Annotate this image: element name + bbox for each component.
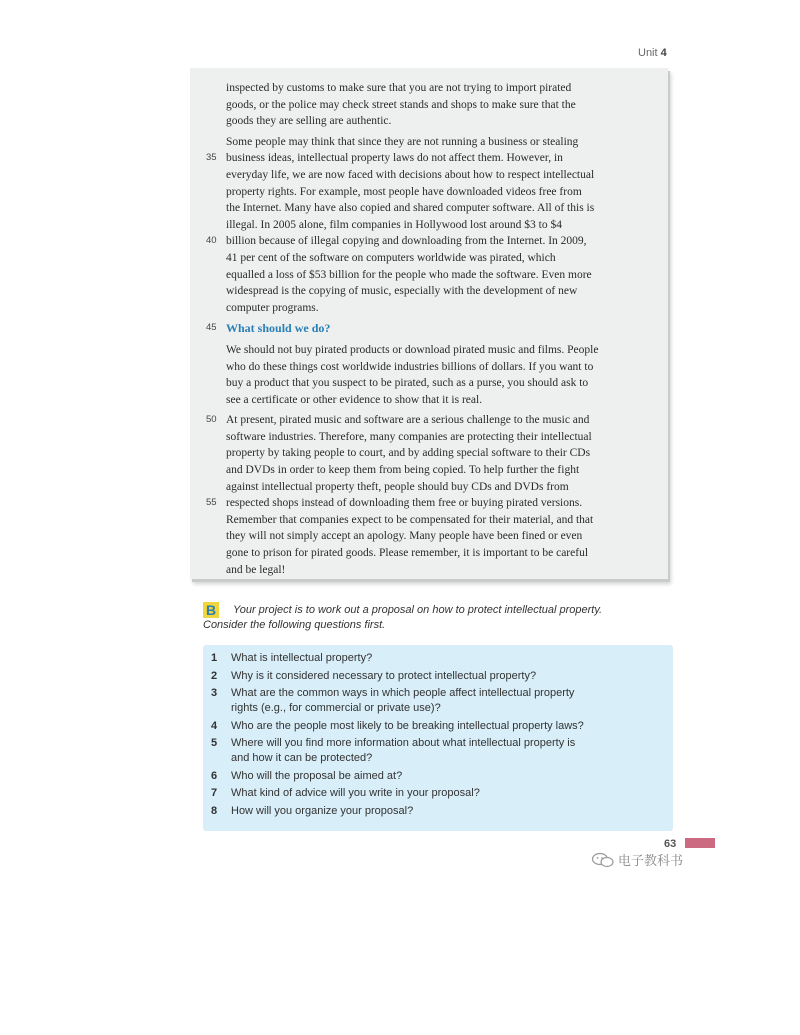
line-text: the Internet. Many have also copied and shared computer software. All of this is: [226, 202, 595, 215]
line-number: 40: [206, 235, 217, 247]
paragraph-line: [226, 375, 651, 392]
paragraph-line: [226, 267, 651, 284]
line-text: widespread is the copying of music, especially with the development of new: [226, 285, 578, 298]
question-number: 7: [211, 787, 218, 799]
line-text: business ideas, intellectual property laws do not affect them. However, in: [226, 152, 563, 165]
task-b-instructions: [203, 602, 673, 633]
watermark: [591, 850, 683, 869]
line-text: computer programs.: [226, 301, 319, 314]
line-text: buy a product that you suspect to be pirated, such as a purse, you should ask to: [226, 377, 589, 390]
question-text: What are the common ways in which people affect intellectual property: [231, 687, 575, 699]
section-heading-text: What should we do?: [226, 321, 331, 336]
unit-label-text: Unit: [638, 47, 658, 59]
line-text: inspected by customs to make sure that you are not trying to import pirated: [226, 82, 572, 94]
reading-passage-box: [190, 68, 668, 579]
paragraph-line: [226, 562, 651, 579]
task-b-line-1: Your project is to work out a proposal on how to protect intellectual property.: [233, 604, 603, 616]
question-item: [211, 686, 663, 716]
section-heading: [206, 320, 651, 337]
question-number: 8: [211, 804, 218, 817]
question-text: Who are the people most likely to be breaking intellectual property laws?: [231, 719, 584, 732]
unit-number: 4: [660, 47, 667, 59]
question-number: 1: [211, 652, 218, 664]
question-text: How will you organize your proposal?: [231, 804, 414, 817]
question-text: What kind of advice will you write in your proposal?: [231, 787, 480, 799]
paragraph-line: [226, 429, 651, 446]
paragraph-line: [226, 342, 651, 359]
question-item: [211, 804, 663, 819]
paragraph: [206, 134, 651, 317]
paragraph-line: [206, 150, 651, 167]
paragraph: [206, 412, 651, 578]
page-number: 63: [664, 838, 677, 850]
question-text: Why is it considered necessary to protect intellectual property?: [231, 669, 537, 682]
question-text: rights (e.g., for commercial or private use)?: [231, 702, 441, 714]
line-text: illegal. In 2005 alone, film companies in Hollywood lost around $3 to $4: [226, 218, 563, 231]
paragraph-line: [206, 495, 651, 512]
line-text: billion because of illegal copying and downloading from the Internet. In 2009,: [226, 235, 587, 248]
question-number: 5: [211, 737, 218, 749]
question-number: 4: [211, 719, 218, 732]
paragraph-line: [226, 528, 651, 545]
line-text: they will not simply accept an apology. Many people have been fined or even: [226, 530, 583, 543]
line-text: property rights. For example, most people have downloaded videos free from: [226, 185, 582, 198]
question-item: [211, 719, 663, 734]
line-text: who do these things cost worldwide industries billions of dollars. If you want to: [226, 360, 594, 373]
wechat-icon: [591, 852, 615, 868]
line-number: 35: [206, 152, 217, 164]
paragraph-line: [226, 479, 651, 496]
paragraph-line: [226, 200, 651, 217]
question-text: Where will you find more information about what intellectual property is: [231, 737, 576, 749]
question-text: Who will the proposal be aimed at?: [231, 769, 403, 782]
question-item: [211, 769, 663, 784]
line-text: Remember that companies expect to be compensated for their material, and that: [226, 513, 594, 526]
paragraph: [226, 342, 651, 408]
paragraph-line: [226, 545, 651, 562]
task-b-badge: B: [203, 602, 219, 618]
task-b-line-2: Consider the following questions first.: [203, 619, 386, 631]
paragraph: [226, 80, 651, 130]
line-text: software industries. Therefore, many companies are protecting their intellectual: [226, 430, 592, 443]
question-item: [211, 651, 663, 666]
line-text: respected shops instead of downloading them free or buying pirated versions.: [226, 497, 583, 510]
question-number: 6: [211, 769, 218, 782]
paragraph-line: [226, 80, 651, 97]
paragraph-line: [226, 167, 651, 184]
paragraph-line: [206, 412, 651, 429]
question-number: 2: [211, 669, 218, 682]
line-text: everyday life, we are now faced with decisions about how to respect intellectual: [226, 168, 595, 181]
line-text: see a certificate or other evidence to show that it is real.: [226, 393, 483, 406]
unit-label: [638, 47, 667, 59]
line-text: Some people may think that since they are not running a business or stealing: [226, 135, 579, 148]
question-text: What is intellectual property?: [231, 652, 373, 664]
watermark-text: 电子教科书: [618, 854, 684, 869]
page-number-bar: [685, 838, 715, 848]
paragraph-line: [226, 184, 651, 201]
line-text: We should not buy pirated products or download pirated music and films. People: [226, 343, 599, 356]
line-number: 55: [206, 497, 217, 509]
question-item: [211, 669, 663, 684]
line-text: goods, or the police may check street stands and shops to make sure that the: [226, 98, 576, 111]
paragraph-line: [226, 512, 651, 529]
paragraph-line: [226, 300, 651, 317]
line-text: goods they are selling are authentic.: [226, 115, 392, 128]
question-number: 3: [211, 687, 218, 699]
line-text: gone to prison for pirated goods. Please remember, it is important to be careful: [226, 547, 589, 560]
paragraph-line: [226, 359, 651, 376]
paragraph-line: [206, 233, 651, 250]
paragraph-line: [226, 217, 651, 234]
paragraph-line: [226, 392, 651, 409]
line-text: At present, pirated music and software are a serious challenge to the music and: [226, 414, 590, 427]
line-text: equalled a loss of $53 billion for the people who made the software. Even more: [226, 268, 592, 281]
question-item: [211, 736, 663, 766]
reading-passage-text: [206, 80, 651, 582]
paragraph-line: [226, 250, 651, 267]
paragraph-line: [226, 283, 651, 300]
question-item: [211, 786, 663, 801]
questions-box: [203, 645, 673, 831]
line-text: property by taking people to court, and by adding special software to their CDs: [226, 447, 591, 460]
paragraph-line: [226, 134, 651, 151]
line-text: and DVDs in order to keep them from being copied. To help further the fight: [226, 464, 580, 477]
paragraph-line: [226, 445, 651, 462]
line-text: against intellectual property theft, people should buy CDs and DVDs from: [226, 480, 569, 493]
question-text: and how it can be protected?: [231, 752, 373, 764]
line-text: and be legal!: [226, 563, 286, 576]
line-text: 41 per cent of the software on computers worldwide was pirated, which: [226, 251, 556, 264]
line-number: 45: [206, 322, 217, 334]
paragraph-line: [226, 113, 651, 130]
line-number: 50: [206, 414, 217, 426]
paragraph-line: [226, 97, 651, 114]
paragraph-line: [226, 462, 651, 479]
